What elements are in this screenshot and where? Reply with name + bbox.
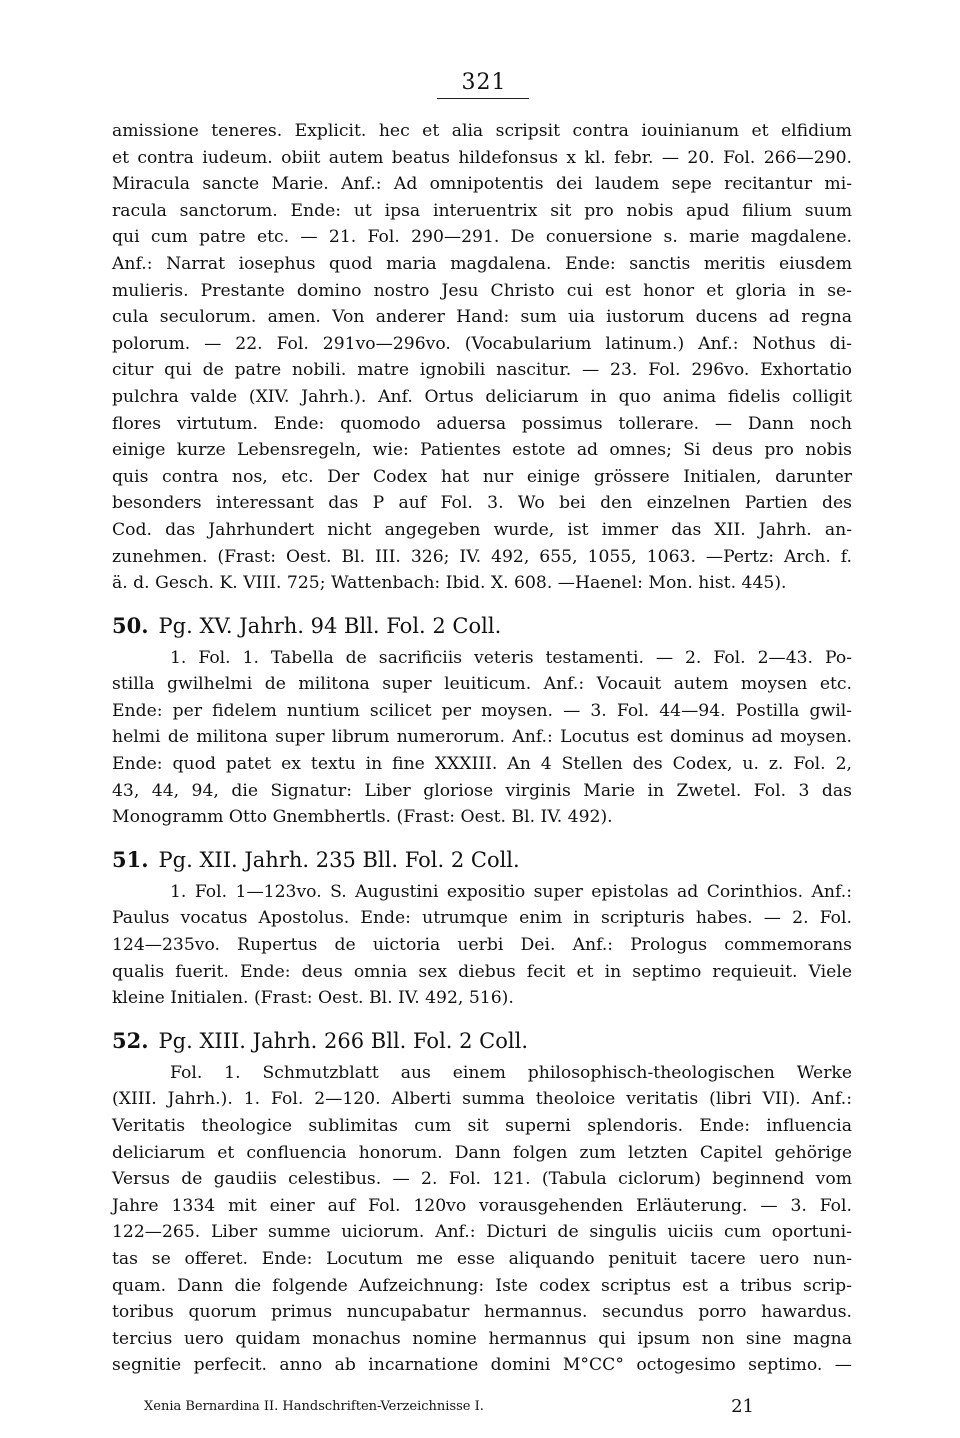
text-line: 43, 44, 94, die Signatur: Liber gloriose virginis Marie in Zwetel. Fol. 3 das <box>112 780 852 801</box>
text-line: stilla gwilhelmi de militona super leuiticum. Anf.: Vocauit autem moysen etc. <box>112 674 852 695</box>
entry-50 <box>112 609 852 831</box>
text-line: pulchra valde (XIV. Jahrh.). Anf. Ortus deliciarum in quo anima fidelis colligit <box>112 386 852 407</box>
text-line: Monogramm Otto Gnembhertls. (Frast: Oest. Bl. IV. 492). <box>112 807 613 828</box>
entry-number: 52. <box>112 1027 149 1053</box>
text-line: polorum. — 22. Fol. 291vo—296vo. (Vocabularium latinum.) Anf.: Nothus di- <box>112 333 852 354</box>
text-line: toribus quorum primus nuncupabatur hermannus. secundus porro hawardus. <box>112 1302 852 1323</box>
text-line: Paulus vocatus Apostolus. Ende: utrumque enim in scripturis habes. — 2. Fol. <box>112 908 852 929</box>
text-line: einige kurze Lebensregeln, wie: Patientes estote ad omnes; Si deus pro nobis <box>112 440 852 461</box>
text-line: tas se offeret. Ende: Locutum me esse aliquando penituit tacere uero nun- <box>112 1248 852 1269</box>
page-footer <box>144 1396 764 1418</box>
text-line: 1. Fol. 1—123vo. S. Augustini expositio super epistolas ad Corinthios. Anf.: <box>170 881 852 902</box>
text-line: (XIII. Jahrh.). 1. Fol. 2—120. Alberti summa theoloice veritatis (libri VII). Anf.: <box>112 1089 852 1110</box>
text-line: Fol. 1. Schmutzblatt aus einem philosophisch-theologischen Werke <box>170 1062 852 1083</box>
text-line: et contra iudeum. obiit autem beatus hildefonsus x kl. febr. — 20. Fol. 266—290. <box>112 147 852 168</box>
text-line: Jahre 1334 mit einer auf Fol. 120vo vorausgehenden Erläuterung. — 3. Fol. <box>112 1195 852 1216</box>
text-line: besonders interessant das P auf Fol. 3. Wo bei den einzelnen Partien des <box>112 493 852 514</box>
text-line: 1. Fol. 1. Tabella de sacrificiis veteris testamenti. — 2. Fol. 2—43. Po- <box>170 647 852 668</box>
entry-heading <box>112 1024 852 1058</box>
page-number-rule <box>437 98 529 99</box>
text-line: kleine Initialen. (Frast: Oest. Bl. IV. 492, 516). <box>112 988 514 1009</box>
text-line: racula sanctorum. Ende: ut ipsa interuentrix sit pro nobis apud filium suum <box>112 200 852 221</box>
text-line: ä. d. Gesch. K. VIII. 725; Wattenbach: Ibid. X. 608. —Haenel: Mon. hist. 445). <box>112 573 787 594</box>
text-line: segnitie perfecit. anno ab incarnatione domini M°CC° octogesimo septimo. — <box>112 1355 852 1376</box>
entry-heading <box>112 843 852 877</box>
text-line: deliciarum et confluencia honorum. Dann folgen zum letzten Capitel gehörige <box>112 1142 852 1163</box>
entry-heading <box>112 609 852 643</box>
entry-heading-text: Pg. XV. Jahrh. 94 Bll. Fol. 2 Coll. <box>158 613 502 638</box>
text-line: qualis fuerit. Ende: deus omnia sex diebus fecit et in septimo requieuit. Viele <box>112 961 852 982</box>
text-line: citur qui de patre nobili. matre ignobili nascitur. — 23. Fol. 296vo. Exhortatio <box>112 360 852 381</box>
entry-heading-text: Pg. XII. Jahrh. 235 Bll. Fol. 2 Coll. <box>158 847 520 872</box>
text-line: mulieris. Prestante domino nostro Jesu Christo cui est honor et gloria in se- <box>112 280 852 301</box>
page-number: 321 <box>461 70 507 95</box>
page-body <box>112 118 852 1379</box>
text-line: 124—235vo. Rupertus de uictoria uerbi Dei. Anf.: Prologus commemorans <box>112 935 852 956</box>
entry-52 <box>112 1024 852 1379</box>
text-line: Veritatis theologice sublimitas cum sit superni splendoris. Ende: influencia <box>112 1116 852 1136</box>
entry-heading-text: Pg. XIII. Jahrh. 266 Bll. Fol. 2 Coll. <box>158 1028 528 1053</box>
text-line: Ende: quod patet ex textu in fine XXXIII. An 4 Stellen des Codex, u. z. Fol. 2, <box>112 754 852 775</box>
text-line: qui cum patre etc. — 21. Fol. 290—291. De conuersione s. marie magdalene. <box>112 227 852 248</box>
signature-mark: 21 <box>731 1396 754 1417</box>
text-line: cula seculorum. amen. Von anderer Hand: sum uia iustorum ducens ad regna <box>112 307 852 328</box>
text-line: Ende: per fidelem nuntium scilicet per moysen. — 3. Fol. 44—94. Postilla gwil- <box>112 700 852 721</box>
continued-entry-text <box>112 118 852 597</box>
text-line: Versus de gaudiis celestibus. — 2. Fol. 121. (Tabula ciclorum) beginnend vom <box>112 1169 852 1190</box>
entry-51 <box>112 843 852 1012</box>
footer-series-title: Xenia Bernardina II. Handschriften-Verzeichnisse I. <box>144 1399 484 1414</box>
entry-number: 50. <box>112 612 149 638</box>
text-line: zunehmen. (Frast: Oest. Bl. III. 326; IV. 492, 655, 1055, 1063. —Pertz: Arch. f. <box>112 546 852 567</box>
text-line: Cod. das Jahrhundert nicht angegeben wurde, ist immer das XII. Jahrh. an- <box>112 519 852 540</box>
text-line: Miracula sancte Marie. Anf.: Ad omnipotentis dei laudem sepe recitantur mi- <box>112 174 852 195</box>
entry-number: 51. <box>112 846 149 872</box>
text-line: amissione teneres. Explicit. hec et alia scripsit contra iouinianum et elfidium <box>112 121 852 141</box>
text-line: quis contra nos, etc. Der Codex hat nur einige grössere Initialen, darunter <box>112 466 852 487</box>
text-line: helmi de militona super librum numerorum. Anf.: Locutus est dominus ad moysen. <box>112 727 852 748</box>
text-line: tercius uero quidam monachus nomine hermannus qui ipsum non sine magna <box>112 1328 852 1349</box>
text-line: 122—265. Liber summe uiciorum. Anf.: Dicturi de singulis uiciis cum oportuni- <box>112 1222 852 1243</box>
text-line: quam. Dann die folgende Aufzeichnung: Iste codex scriptus est a tribus scrip- <box>112 1275 852 1296</box>
text-line: flores virtutum. Ende: quomodo aduersa possimus tollerare. — Dann noch <box>112 413 852 434</box>
text-line: Anf.: Narrat iosephus quod maria magdalena. Ende: sanctis meritis eiusdem <box>112 253 852 274</box>
